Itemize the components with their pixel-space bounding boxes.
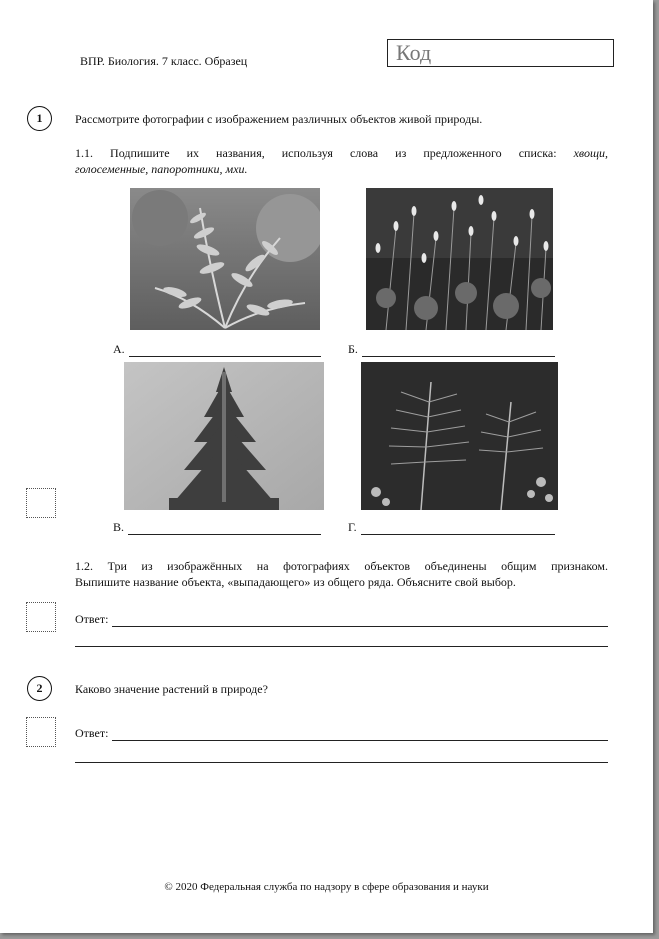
label-b-letter: Б. bbox=[348, 342, 358, 356]
conifer-photo bbox=[124, 362, 324, 510]
fern-image bbox=[130, 188, 320, 330]
answer-2 bbox=[75, 726, 608, 741]
answer-1-2-line-2[interactable] bbox=[75, 646, 608, 647]
answer-1-2 bbox=[75, 612, 608, 627]
conifer-image bbox=[124, 362, 324, 510]
footer-copyright: © 2020 Федеральная служба по надзору в сфере образования и науки bbox=[164, 881, 489, 893]
answer-2-line-2[interactable] bbox=[75, 762, 608, 763]
answer-2-line[interactable] bbox=[112, 729, 608, 741]
code-field[interactable]: Код bbox=[387, 39, 614, 67]
header-title: ВПР. Биология. 7 класс. Образец bbox=[80, 54, 248, 68]
q2-question: Каково значение растений в природе? bbox=[75, 682, 268, 696]
horsetail-image bbox=[361, 362, 558, 510]
answer-2-label: Ответ: bbox=[75, 726, 109, 740]
label-c-letter: В. bbox=[113, 520, 125, 534]
task-1-1-line2: голосеменные, папоротники, мхи. bbox=[75, 162, 248, 176]
label-c bbox=[113, 520, 321, 535]
fern-photo bbox=[130, 188, 320, 330]
label-a-line[interactable] bbox=[129, 345, 321, 357]
q1-intro: Рассмотрите фотографии с изображением различных объектов живой природы. bbox=[75, 112, 483, 126]
score-box-1-2[interactable] bbox=[26, 602, 56, 632]
task-1-1-word: хвощи, bbox=[573, 146, 609, 160]
label-d bbox=[348, 520, 555, 535]
task-1-1-text: 1.1. Подпишите их названия, используя слова из предложенного списка: bbox=[75, 146, 557, 160]
label-b bbox=[348, 342, 555, 357]
label-b-line[interactable] bbox=[362, 345, 555, 357]
moss-photo bbox=[366, 188, 553, 330]
label-c-line[interactable] bbox=[128, 523, 321, 535]
horsetail-photo bbox=[361, 362, 558, 510]
question-number-2: 2 bbox=[27, 676, 52, 701]
score-box-2[interactable] bbox=[26, 717, 56, 747]
answer-1-2-label: Ответ: bbox=[75, 612, 109, 626]
label-d-letter: Г. bbox=[348, 520, 357, 534]
label-d-line[interactable] bbox=[361, 523, 555, 535]
task-1-2-line1: 1.2. Три из изображённых на фотографиях объектов объединены общим признаком. bbox=[75, 559, 608, 573]
moss-image bbox=[366, 188, 553, 330]
label-a-letter: А. bbox=[113, 342, 125, 356]
label-a bbox=[113, 342, 321, 357]
task-1-2-line2: Выпишите название объекта, «выпадающего» из общего ряда. Объясните свой выбор. bbox=[75, 575, 516, 589]
task-1-1-line1 bbox=[75, 145, 608, 161]
question-number-1: 1 bbox=[27, 106, 52, 131]
answer-1-2-line[interactable] bbox=[112, 615, 608, 627]
score-box-1-1[interactable] bbox=[26, 488, 56, 518]
